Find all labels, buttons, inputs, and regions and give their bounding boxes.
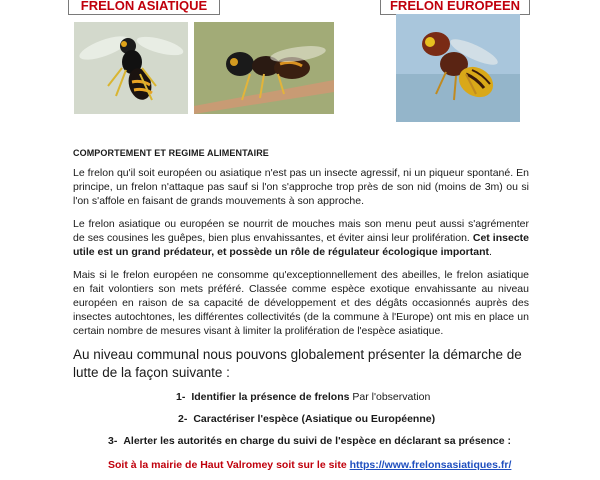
european-hornet-photo (396, 14, 520, 122)
step-3-title: Alerter les autorités en charge du suivi de l'espèce en déclarant sa présence : (123, 435, 512, 447)
step-1-detail: Par l'observation (349, 391, 431, 403)
footer-text: Soit à la mairie de Haut Valromey soit sur le site (108, 459, 350, 471)
section-title: COMPORTEMENT ET REGIME ALIMENTAIRE (73, 148, 269, 158)
intro-text: Au niveau communal nous pouvons globalement présenter la démarche de lutte de la façon suivante : (73, 347, 522, 380)
asian-hornet-on-branch-photo (194, 22, 334, 114)
paragraph-behavior: Le frelon qu'il soit européen ou asiatique n'est pas un insecte agressif, ni un piqueur spontané. En principe, un frelon n'attaque pas sauf si l'on s'approche trop près de son nid (moins de 3m) ou si l'on s'affole en faisant de grands mouvements à son approche. (73, 167, 529, 207)
footer-contact (108, 458, 511, 472)
step-1-title: Identifier la présence de frelons (191, 391, 350, 403)
website-link[interactable]: https://www.frelonsasiatiques.fr/ (349, 459, 512, 471)
paragraph-diet-emphasis: Cet insecte utile est un grand prédateur, et possède un rôle de régulateur écologique important (73, 232, 529, 258)
step-2-title: Caractériser l'espèce (Asiatique ou Européenne) (193, 413, 436, 425)
step-1-number: 1- (176, 391, 186, 403)
label-european-hornet: FRELON EUROPEEN (380, 0, 530, 15)
step-2 (178, 412, 435, 426)
step-3-number: 3- (108, 435, 118, 447)
label-asian-hornet: FRELON ASIATIQUE (68, 0, 220, 15)
asian-hornet-flying-photo (74, 22, 188, 114)
paragraph-diet-end: . (489, 246, 492, 258)
paragraph-diet-text: Le frelon asiatique ou européen se nourrit de mouches mais son menu peut aussi s'agrémenter de ses cousines les guêpes, bien plus envahissantes, et éviter ainsi leur prolifération. (73, 218, 529, 244)
step-2-number: 2- (178, 413, 188, 425)
step-3 (108, 434, 511, 448)
step-1 (176, 390, 430, 404)
paragraph-diet (73, 217, 529, 259)
paragraph-bees: Mais si le frelon européen ne consomme qu'exceptionnellement des abeilles, le frelon asiatique en fait volontiers son mets préféré. Classée comme espèce exotique envahissante au niveau européen en raison de sa capacité de développement et des dégâts occasionnés auprès des insectes autochtones, les différentes collectivités (de la commune à l'Europe) ont mis en place un certain nombre de mesures visant à limiter la prolifération de l'espèce asiatique. (73, 269, 529, 337)
